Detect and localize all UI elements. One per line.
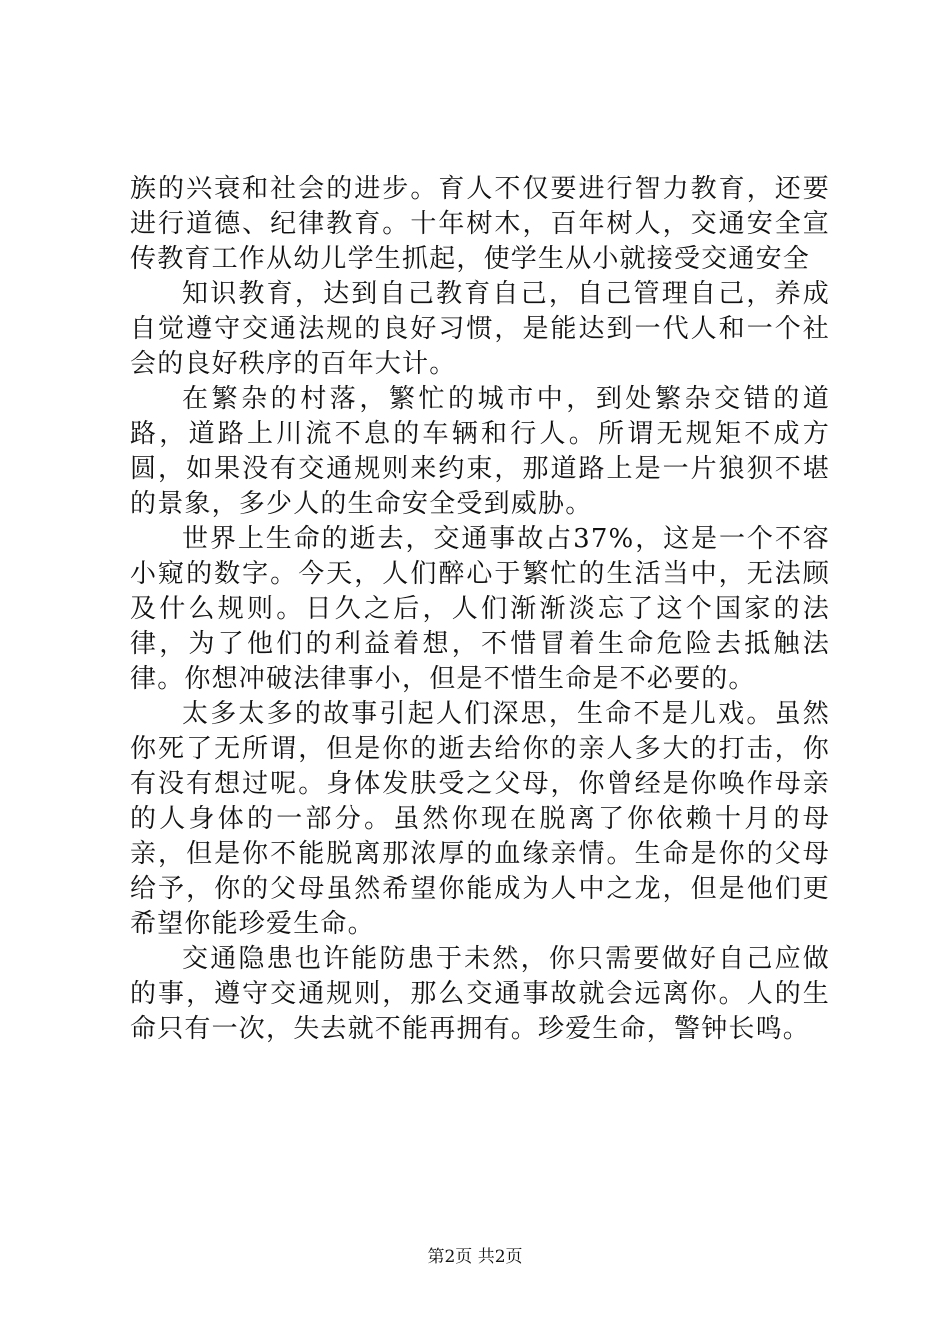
paragraph: 交通隐患也许能防患于未然，你只需要做好自己应做的事，遵守交通规则，那么交通事故就会远离你。人的生命只有一次，失去就不能再拥有。珍爱生命，警钟长鸣。 — [130, 944, 830, 1044]
document-body — [130, 172, 830, 1047]
paragraph: 世界上生命的逝去，交通事故占37%，这是一个不容小窥的数字。今天，人们醉心于繁忙的生活当中，无法顾及什么规则。日久之后，人们渐渐淡忘了这个国家的法律，为了他们的利益着想，不惜冒着生命危险去抵触法律。你想冲破法律事小，但是不惜生命是不必要的。 — [130, 524, 830, 694]
paragraph: 知识教育，达到自己教育自己，自己管理自己，养成自觉遵守交通法规的良好习惯，是能达到一代人和一个社会的良好秩序的百年大计。 — [130, 279, 830, 379]
page-footer: 第2页 共2页 — [427, 1247, 523, 1267]
paragraph: 在繁杂的村落，繁忙的城市中，到处繁杂交错的道路，道路上川流不息的车辆和行人。所谓无规矩不成方圆，如果没有交通规则来约束，那道路上是一片狼狈不堪的景象，多少人的生命安全受到威胁。 — [130, 384, 830, 519]
paragraph: 太多太多的故事引起人们深思，生命不是儿戏。虽然你死了无所谓，但是你的逝去给你的亲人多大的打击，你有没有想过呢。身体发肤受之父母，你曾经是你唤作母亲的人身体的一部分。虽然你现在脱离了你依赖十月的母亲，但是你不能脱离那浓厚的血缘亲情。生命是你的父母给予，你的父母虽然希望你能成为人中之龙，但是他们更希望你能珍爱生命。 — [130, 699, 830, 939]
paragraph-continued: 族的兴衰和社会的进步。育人不仅要进行智力教育，还要进行道德、纪律教育。十年树木，百年树人，交通安全宣传教育工作从幼儿学生抓起，使学生从小就接受交通安全 — [130, 174, 830, 274]
